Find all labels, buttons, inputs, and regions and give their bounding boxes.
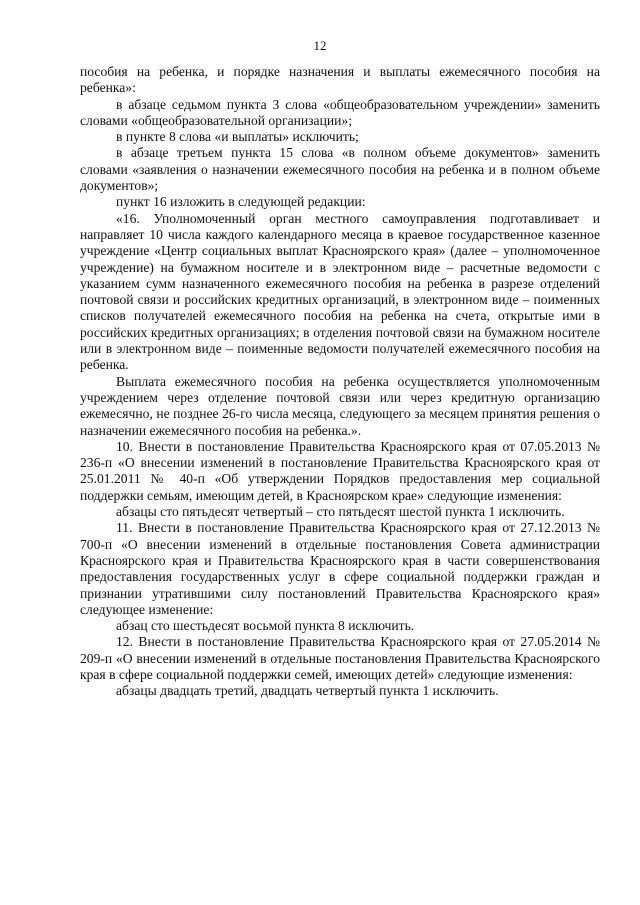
paragraph-item-11-change: абзац сто шестьдесят восьмой пункта 8 исключить. xyxy=(116,618,415,634)
paragraph-amend-point-15: в абзаце третьем пункта 15 слова «в полном объеме документов» заменить словами «заявления о назначении ежемесячного пособия на ребенка и в полном объеме документов»; xyxy=(80,145,600,194)
paragraph-item-12-change: абзацы двадцать третий, двадцать четвертый пункта 1 исключить. xyxy=(116,683,499,699)
paragraph-amend-point-8: в пункте 8 слова «и выплаты» исключить; xyxy=(116,129,359,145)
paragraph-payment: Выплата ежемесячного пособия на ребенка осуществляется уполномоченным учреждением через отделение почтовой связи или через кредитную организацию ежемесячно, не позднее 26-го числа месяца, следующего за месяцем принятия решения о назначении ежемесячного пособия на ребенка.». xyxy=(80,373,600,438)
page-number: 12 xyxy=(313,38,327,53)
paragraph-continuation: пособия на ребенка, и порядке назначения и выплаты ежемесячного пособия на ребенка»: xyxy=(80,64,600,96)
paragraph-point-16-text: «16. Уполномоченный орган местного самоуправления подготавливает и направляет 10 числа каждого календарного месяца в краевое государственное казенное учреждение «Центр социальных выплат Красноярского края» (далее – уполномоченное учреждение) на бумажном носителе и в электронном виде – расчетные ведомости с указанием сумм назначенного ежемесячного пособия на ребенка в разрезе отделений почтовой связи и российских кредитных организаций, в электронном виде – поименных списков получателей ежемесячного пособия на ребенка на счета, открытые ими в российских кредитных организациях; в отделения почтовой связи на бумажном носителе или в электронном виде – поименные ведомости получателей ежемесячного пособия на ребенка. xyxy=(80,210,600,373)
paragraph-amend-point-3: в абзаце седьмом пункта 3 слова «общеобразовательном учреждении» заменить словами «общеобразовательной организации»; xyxy=(80,96,600,128)
paragraph-point-16-intro: пункт 16 изложить в следующей редакции: xyxy=(116,194,366,210)
paragraph-item-10-change: абзацы сто пятьдесят четвертый – сто пятьдесят шестой пункта 1 исключить. xyxy=(116,504,565,520)
paragraph-item-11: 11. Внести в постановление Правительства Красноярского края от 27.12.2013 № 700-п «О внесении изменений в отдельные постановления Совета администрации Красноярского края и Правительства Красноярского края в части совершенствования предоставления государственных услуг в сфере социальной поддержки граждан и признании утратившими силу постановлений Правительства Красноярского края» следующее изменение: xyxy=(80,520,600,617)
document-body xyxy=(80,64,600,700)
paragraph-item-10: 10. Внести в постановление Правительства Красноярского края от 07.05.2013 № 236-п «О внесении изменений в постановление Правительства Красноярского края от 25.01.2011 № 40-п «Об утверждении Порядков предоставления мер социальной поддержки семьям, имеющим детей, в Красноярском крае» следующие изменения: xyxy=(80,438,600,503)
paragraph-item-12: 12. Внести в постановление Правительства Красноярского края от 27.05.2014 № 209-п «О внесении изменений в отдельные постановления Правительства Красноярского края в сфере социальной поддержки семей, имеющих детей» следующие изменения: xyxy=(80,634,600,682)
